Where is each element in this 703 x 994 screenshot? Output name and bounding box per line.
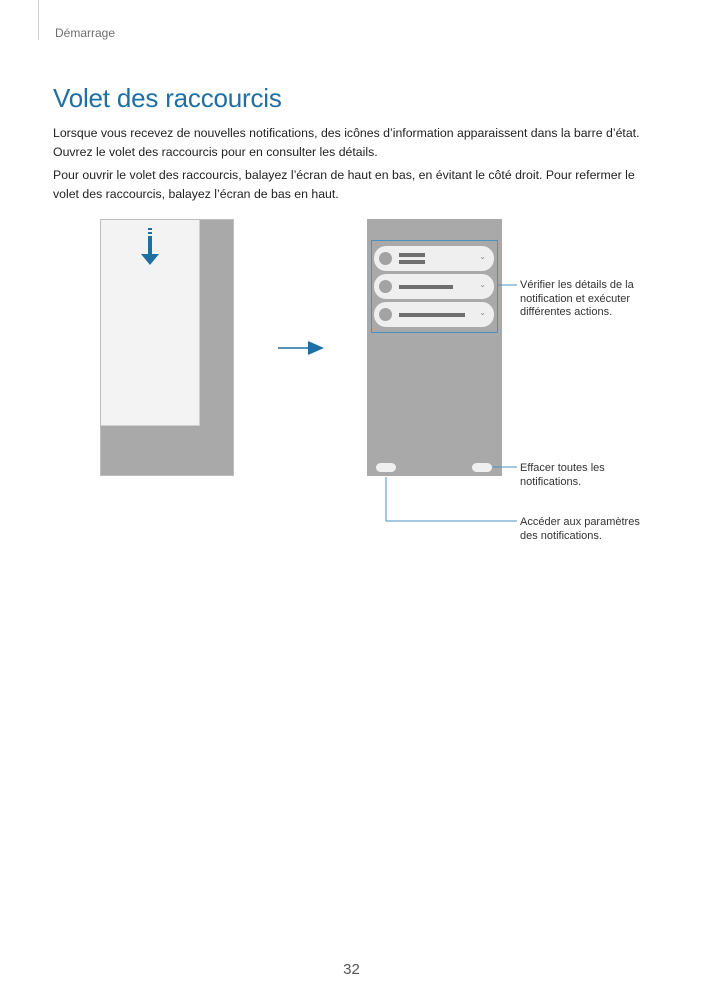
chevron-down-icon[interactable]: ⌄ <box>479 280 486 289</box>
header-rule <box>38 0 39 40</box>
notification-settings-button[interactable] <box>376 463 396 472</box>
page-number: 32 <box>343 961 360 978</box>
notification-card[interactable] <box>374 246 494 271</box>
notification-card[interactable] <box>374 302 494 327</box>
clear-all-button[interactable] <box>472 463 492 472</box>
chevron-down-icon[interactable]: ⌄ <box>479 308 486 317</box>
app-icon <box>379 308 392 321</box>
callout-clear-all: Effacer toutes les notifications. <box>520 462 605 488</box>
notification-line <box>399 253 425 257</box>
callout-notifications: Vérifier les détails de la notification et exécuter différentes actions. <box>520 279 634 318</box>
notification-card[interactable] <box>374 274 494 299</box>
notification-line <box>399 285 453 289</box>
notification-line <box>399 260 425 264</box>
screen-sheet <box>101 220 200 426</box>
chevron-down-icon[interactable]: ⌄ <box>479 252 486 261</box>
section-label: Démarrage <box>55 26 116 40</box>
phone-illustration-open <box>367 219 502 476</box>
instructions-paragraph: Pour ouvrir le volet des raccourcis, balayez l’écran de haut en bas, en évitant le côté droit. Pour refermer le volet des raccourcis, balayez l’écran de bas en haut. <box>53 168 635 201</box>
arrow-right-icon <box>278 339 324 357</box>
page-title: Volet des raccourcis <box>53 83 282 113</box>
app-icon <box>379 280 392 293</box>
arrow-down-icon <box>140 227 160 267</box>
notification-line <box>399 313 465 317</box>
intro-paragraph: Lorsque vous recevez de nouvelles notifications, des icônes d’information apparaissent dans la barre d’état. Ouvrez le volet des raccourcis pour en consulter les détails. <box>53 126 640 159</box>
callout-settings: Accéder aux paramètres des notifications. <box>520 516 640 542</box>
app-icon <box>379 252 392 265</box>
phone-illustration-closed <box>100 219 234 476</box>
